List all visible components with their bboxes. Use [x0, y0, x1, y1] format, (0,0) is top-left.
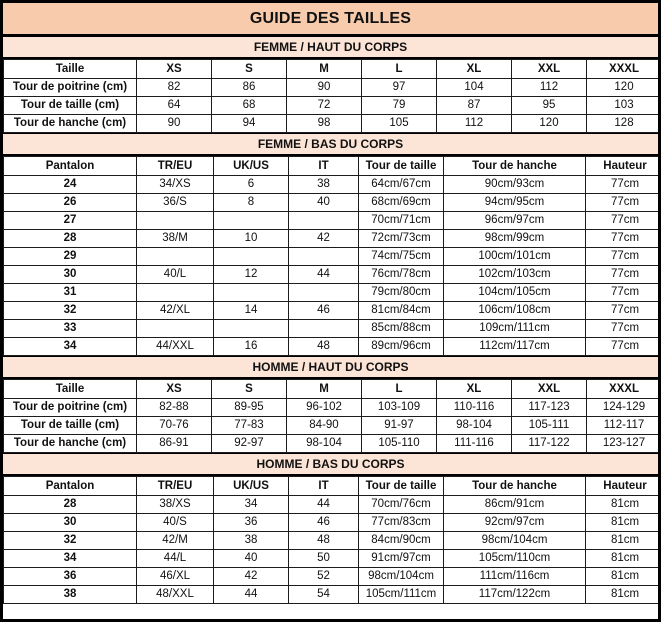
- row-label-cell: 27: [4, 212, 137, 230]
- table-row: [4, 514, 661, 532]
- column-header-taille: Taille: [4, 60, 137, 79]
- column-header-s: S: [212, 60, 287, 79]
- column-header-it: IT: [289, 477, 359, 496]
- value-cell: 38: [289, 176, 359, 194]
- value-cell: 120: [512, 115, 587, 133]
- value-cell: 64: [137, 97, 212, 115]
- value-cell: 95: [512, 97, 587, 115]
- column-header-tr-eu: TR/EU: [137, 157, 214, 176]
- value-cell: 111-116: [437, 435, 512, 453]
- column-header-row: [4, 60, 661, 79]
- value-cell: 96cm/97cm: [444, 212, 586, 230]
- value-cell: 34: [214, 496, 289, 514]
- column-header-l: L: [362, 60, 437, 79]
- value-cell: 46: [289, 514, 359, 532]
- value-cell: 16: [214, 338, 289, 356]
- row-label-cell: 32: [4, 532, 137, 550]
- value-cell: 46: [289, 302, 359, 320]
- table-row: [4, 230, 661, 248]
- value-cell: 124-129: [587, 399, 661, 417]
- value-cell: 77cm: [586, 248, 661, 266]
- value-cell: 46/XL: [137, 568, 214, 586]
- value-cell: 38/M: [137, 230, 214, 248]
- value-cell: 105-110: [362, 435, 437, 453]
- value-cell: 96-102: [287, 399, 362, 417]
- value-cell: [137, 212, 214, 230]
- value-cell: 44: [214, 586, 289, 604]
- value-cell: 6: [214, 176, 289, 194]
- value-cell: [289, 248, 359, 266]
- row-label-cell: 26: [4, 194, 137, 212]
- table-row: [4, 212, 661, 230]
- value-cell: 112-117: [587, 417, 661, 435]
- value-cell: 77cm: [586, 302, 661, 320]
- value-cell: 94: [212, 115, 287, 133]
- column-header-row: [4, 380, 661, 399]
- table-row: [4, 586, 661, 604]
- value-cell: [214, 212, 289, 230]
- row-label-cell: 28: [4, 230, 137, 248]
- value-cell: 98-104: [437, 417, 512, 435]
- column-header-xxl: XXL: [512, 60, 587, 79]
- column-header-tour-de-hanche: Tour de hanche: [444, 157, 586, 176]
- column-header-tr-eu: TR/EU: [137, 477, 214, 496]
- table-row: [4, 550, 661, 568]
- value-cell: 110-116: [437, 399, 512, 417]
- value-cell: 117-122: [512, 435, 587, 453]
- row-label-cell: 28: [4, 496, 137, 514]
- value-cell: 87: [437, 97, 512, 115]
- value-cell: 38: [214, 532, 289, 550]
- value-cell: 90: [287, 79, 362, 97]
- value-cell: 10: [214, 230, 289, 248]
- value-cell: [289, 320, 359, 338]
- table-row: [4, 435, 661, 453]
- table-row: [4, 532, 661, 550]
- value-cell: 70cm/71cm: [359, 212, 444, 230]
- value-cell: 77cm: [586, 230, 661, 248]
- value-cell: 68: [212, 97, 287, 115]
- table-row: [4, 266, 661, 284]
- value-cell: 74cm/75cm: [359, 248, 444, 266]
- value-cell: 12: [214, 266, 289, 284]
- table-row: [4, 97, 661, 115]
- value-cell: 77cm: [586, 338, 661, 356]
- column-header-xl: XL: [437, 380, 512, 399]
- table-row: [4, 568, 661, 586]
- value-cell: 77cm: [586, 212, 661, 230]
- value-cell: 48/XXL: [137, 586, 214, 604]
- value-cell: 44/L: [137, 550, 214, 568]
- value-cell: 84cm/90cm: [359, 532, 444, 550]
- column-header-it: IT: [289, 157, 359, 176]
- section-header-homme-bas: HOMME / BAS DU CORPS: [3, 453, 658, 476]
- value-cell: 94cm/95cm: [444, 194, 586, 212]
- value-cell: [214, 284, 289, 302]
- column-header-m: M: [287, 60, 362, 79]
- value-cell: 117-123: [512, 399, 587, 417]
- value-cell: 70-76: [137, 417, 212, 435]
- value-cell: 81cm: [586, 514, 661, 532]
- value-cell: 86: [212, 79, 287, 97]
- value-cell: 103-109: [362, 399, 437, 417]
- table-homme-haut-du-corps: [3, 379, 661, 453]
- row-label-cell: Tour de taille (cm): [4, 97, 137, 115]
- value-cell: 36/S: [137, 194, 214, 212]
- value-cell: 40/S: [137, 514, 214, 532]
- row-label-cell: Tour de poitrine (cm): [4, 399, 137, 417]
- column-header-xs: XS: [137, 60, 212, 79]
- table-femme-haut-du-corps: [3, 59, 661, 133]
- value-cell: 89cm/96cm: [359, 338, 444, 356]
- value-cell: 81cm: [586, 586, 661, 604]
- value-cell: 98cm/104cm: [444, 532, 586, 550]
- row-label-cell: Tour de hanche (cm): [4, 115, 137, 133]
- value-cell: 77cm: [586, 284, 661, 302]
- value-cell: 82: [137, 79, 212, 97]
- column-header-xxxl: XXXL: [587, 380, 661, 399]
- row-label-cell: 38: [4, 586, 137, 604]
- value-cell: 76cm/78cm: [359, 266, 444, 284]
- value-cell: 48: [289, 532, 359, 550]
- section-header-femme-bas: FEMME / BAS DU CORPS: [3, 133, 658, 156]
- page-title: GUIDE DES TAILLES: [3, 3, 658, 36]
- value-cell: 81cm/84cm: [359, 302, 444, 320]
- value-cell: 98cm/99cm: [444, 230, 586, 248]
- value-cell: 103: [587, 97, 661, 115]
- value-cell: 40/L: [137, 266, 214, 284]
- value-cell: 44: [289, 266, 359, 284]
- table-row: [4, 284, 661, 302]
- column-header-xxxl: XXXL: [587, 60, 661, 79]
- value-cell: 77cm/83cm: [359, 514, 444, 532]
- value-cell: 79: [362, 97, 437, 115]
- value-cell: 90cm/93cm: [444, 176, 586, 194]
- value-cell: 77cm: [586, 266, 661, 284]
- value-cell: 104: [437, 79, 512, 97]
- value-cell: 90: [137, 115, 212, 133]
- value-cell: 109cm/111cm: [444, 320, 586, 338]
- row-label-cell: 24: [4, 176, 137, 194]
- value-cell: 81cm: [586, 550, 661, 568]
- table-row: [4, 115, 661, 133]
- value-cell: 102cm/103cm: [444, 266, 586, 284]
- value-cell: 112: [437, 115, 512, 133]
- value-cell: 77cm: [586, 194, 661, 212]
- value-cell: [214, 320, 289, 338]
- value-cell: 42/XL: [137, 302, 214, 320]
- value-cell: 100cm/101cm: [444, 248, 586, 266]
- value-cell: 38/XS: [137, 496, 214, 514]
- value-cell: 42: [289, 230, 359, 248]
- value-cell: 68cm/69cm: [359, 194, 444, 212]
- value-cell: 123-127: [587, 435, 661, 453]
- value-cell: 77cm: [586, 176, 661, 194]
- section-header-homme-haut: HOMME / HAUT DU CORPS: [3, 356, 658, 379]
- table-row: [4, 496, 661, 514]
- value-cell: 70cm/76cm: [359, 496, 444, 514]
- value-cell: 64cm/67cm: [359, 176, 444, 194]
- table-row: [4, 79, 661, 97]
- value-cell: 89-95: [212, 399, 287, 417]
- value-cell: 98cm/104cm: [359, 568, 444, 586]
- value-cell: 106cm/108cm: [444, 302, 586, 320]
- column-header-tour-de-hanche: Tour de hanche: [444, 477, 586, 496]
- value-cell: 77-83: [212, 417, 287, 435]
- value-cell: 105cm/110cm: [444, 550, 586, 568]
- value-cell: 111cm/116cm: [444, 568, 586, 586]
- column-header-hauteur: Hauteur: [586, 477, 661, 496]
- table-row: [4, 176, 661, 194]
- value-cell: 52: [289, 568, 359, 586]
- value-cell: 40: [289, 194, 359, 212]
- value-cell: 112cm/117cm: [444, 338, 586, 356]
- value-cell: 81cm: [586, 568, 661, 586]
- value-cell: 104cm/105cm: [444, 284, 586, 302]
- value-cell: 42/M: [137, 532, 214, 550]
- row-label-cell: 30: [4, 266, 137, 284]
- table-row: [4, 302, 661, 320]
- column-header-uk-us: UK/US: [214, 157, 289, 176]
- value-cell: 8: [214, 194, 289, 212]
- row-label-cell: 34: [4, 550, 137, 568]
- value-cell: 105cm/111cm: [359, 586, 444, 604]
- value-cell: 81cm: [586, 532, 661, 550]
- value-cell: 44/XXL: [137, 338, 214, 356]
- value-cell: 98-104: [287, 435, 362, 453]
- row-label-cell: 29: [4, 248, 137, 266]
- value-cell: 92-97: [212, 435, 287, 453]
- value-cell: 86cm/91cm: [444, 496, 586, 514]
- value-cell: 91cm/97cm: [359, 550, 444, 568]
- row-label-cell: 34: [4, 338, 137, 356]
- table-row: [4, 320, 661, 338]
- value-cell: 79cm/80cm: [359, 284, 444, 302]
- column-header-row: [4, 157, 661, 176]
- value-cell: 117cm/122cm: [444, 586, 586, 604]
- column-header-xl: XL: [437, 60, 512, 79]
- table-row: [4, 399, 661, 417]
- value-cell: 85cm/88cm: [359, 320, 444, 338]
- row-label-cell: 31: [4, 284, 137, 302]
- value-cell: 120: [587, 79, 661, 97]
- table-homme-bas-du-corps: [3, 476, 661, 604]
- row-label-cell: 33: [4, 320, 137, 338]
- value-cell: 112: [512, 79, 587, 97]
- value-cell: 92cm/97cm: [444, 514, 586, 532]
- column-header-hauteur: Hauteur: [586, 157, 661, 176]
- column-header-taille: Taille: [4, 380, 137, 399]
- value-cell: 82-88: [137, 399, 212, 417]
- row-label-cell: Tour de hanche (cm): [4, 435, 137, 453]
- value-cell: 81cm: [586, 496, 661, 514]
- column-header-tour-de-taille: Tour de taille: [359, 477, 444, 496]
- value-cell: 14: [214, 302, 289, 320]
- value-cell: 97: [362, 79, 437, 97]
- section-header-femme-haut: FEMME / HAUT DU CORPS: [3, 36, 658, 59]
- value-cell: 77cm: [586, 320, 661, 338]
- value-cell: 42: [214, 568, 289, 586]
- row-label-cell: Tour de taille (cm): [4, 417, 137, 435]
- value-cell: 44: [289, 496, 359, 514]
- value-cell: 48: [289, 338, 359, 356]
- value-cell: [214, 248, 289, 266]
- column-header-pantalon: Pantalon: [4, 157, 137, 176]
- column-header-m: M: [287, 380, 362, 399]
- value-cell: 50: [289, 550, 359, 568]
- value-cell: 40: [214, 550, 289, 568]
- column-header-xs: XS: [137, 380, 212, 399]
- value-cell: 36: [214, 514, 289, 532]
- value-cell: 86-91: [137, 435, 212, 453]
- value-cell: 105-111: [512, 417, 587, 435]
- value-cell: 72: [287, 97, 362, 115]
- row-label-cell: 32: [4, 302, 137, 320]
- table-row: [4, 248, 661, 266]
- column-header-uk-us: UK/US: [214, 477, 289, 496]
- value-cell: [137, 320, 214, 338]
- value-cell: 91-97: [362, 417, 437, 435]
- table-femme-bas-du-corps: [3, 156, 661, 356]
- value-cell: 84-90: [287, 417, 362, 435]
- value-cell: [289, 212, 359, 230]
- value-cell: 34/XS: [137, 176, 214, 194]
- row-label-cell: 36: [4, 568, 137, 586]
- value-cell: 105: [362, 115, 437, 133]
- column-header-s: S: [212, 380, 287, 399]
- column-header-pantalon: Pantalon: [4, 477, 137, 496]
- value-cell: 128: [587, 115, 661, 133]
- value-cell: 54: [289, 586, 359, 604]
- column-header-row: [4, 477, 661, 496]
- value-cell: [289, 284, 359, 302]
- column-header-l: L: [362, 380, 437, 399]
- value-cell: [137, 284, 214, 302]
- column-header-xxl: XXL: [512, 380, 587, 399]
- value-cell: 72cm/73cm: [359, 230, 444, 248]
- column-header-tour-de-taille: Tour de taille: [359, 157, 444, 176]
- table-row: [4, 338, 661, 356]
- table-row: [4, 417, 661, 435]
- value-cell: [137, 248, 214, 266]
- row-label-cell: 30: [4, 514, 137, 532]
- value-cell: 98: [287, 115, 362, 133]
- table-row: [4, 194, 661, 212]
- row-label-cell: Tour de poitrine (cm): [4, 79, 137, 97]
